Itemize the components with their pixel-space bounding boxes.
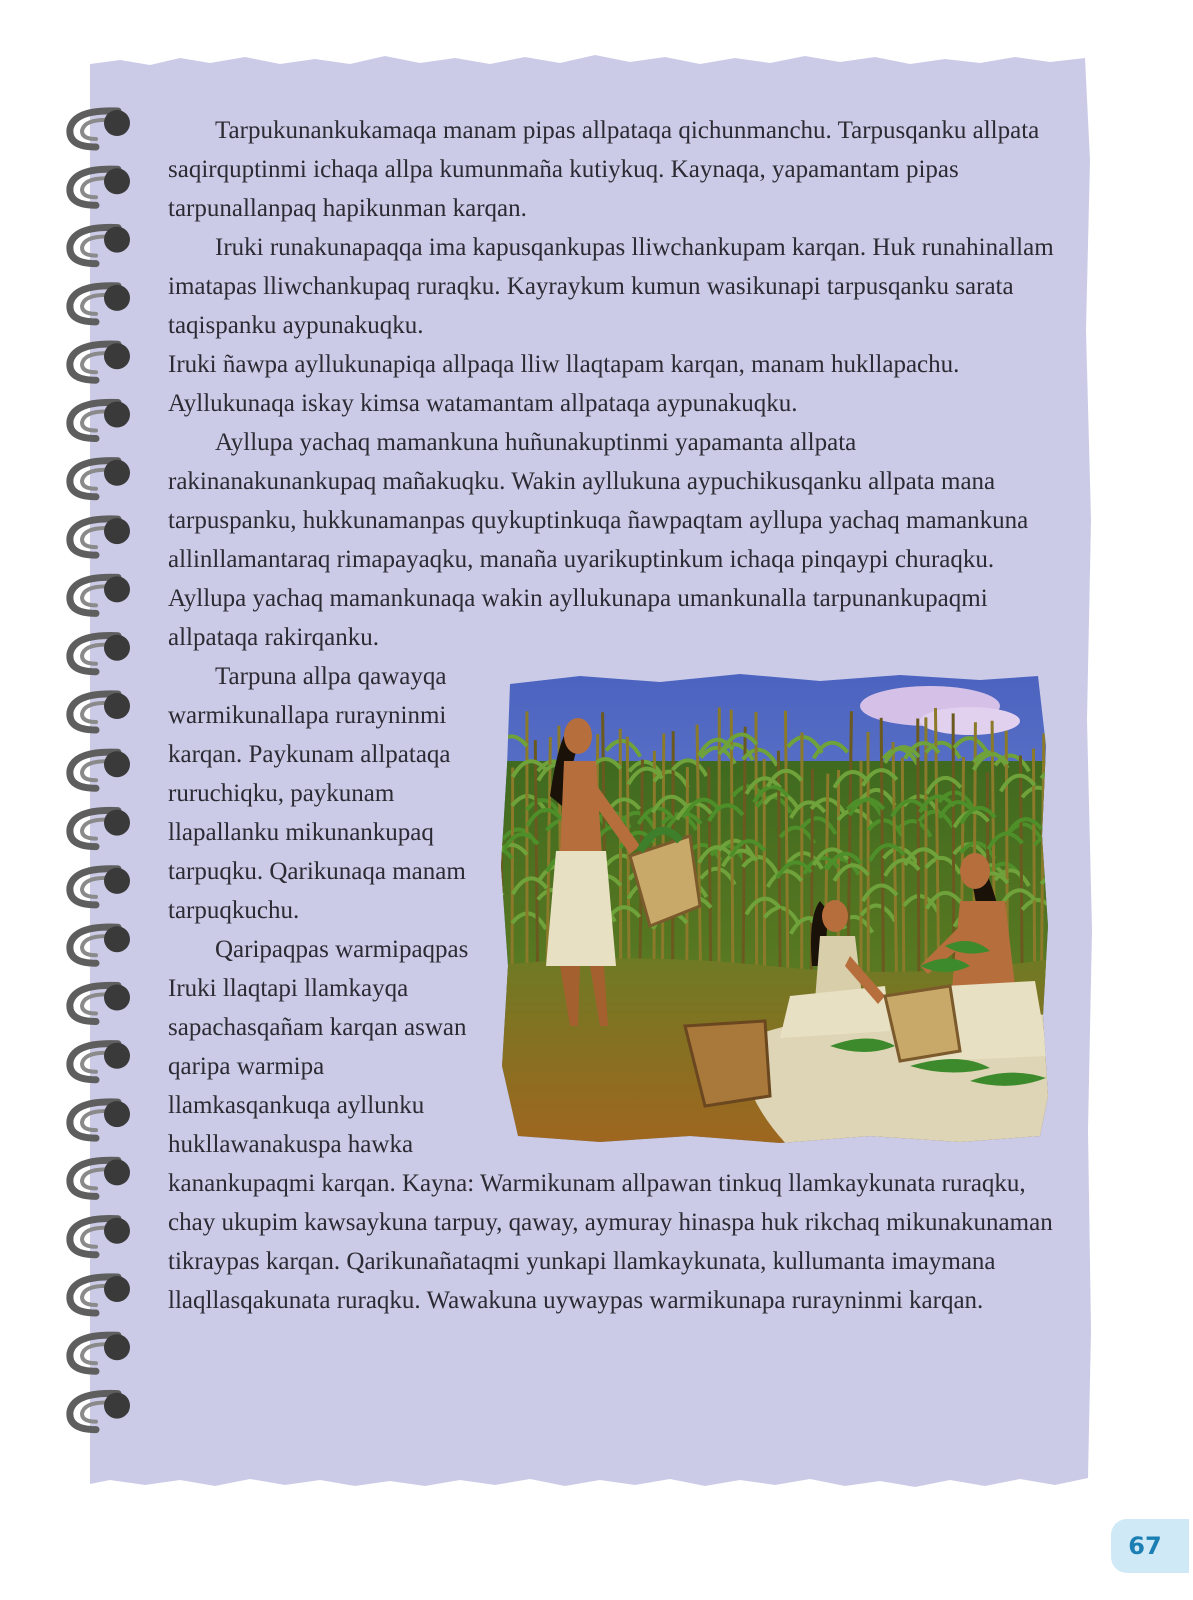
- maize-harvest-illustration: [490, 666, 1058, 1148]
- paragraph-5-text: Tarpuna allpa qawayqa warmikunallapa rurayninmi karqan. Paykunam allpataqa ruruchiqku, paykunam llapallanku mikunankupaq tarpuqku. Qarikunaqa manam tarpuqkuchu.: [168, 663, 466, 924]
- paragraph-6: Qaripaqpas warmipaqpas Iruki llaqtapi llamkayqa sapachasqañam karqan aswan qaripa warmipa llamkasqankuqa ayllunku hukllawanakuspa hawka kanankupaqmi karqan. Kayna: Warmikunam allpawan tinkuq llamkaykunata ruraqku, chay ukupim kawsaykuna tarpuy, qaway, aymuray hinaspa huk rikchaq mikunakunaman tikraypas karqan. Qarikunañataqmi yunkapi llamkaykunata, kullumanta imaymana llaqllasqakunata ruraqku. Wawakuna uywaypas warmikunapa rurayninmi karqan.: [168, 936, 1053, 1314]
- text-column: [168, 111, 1058, 1320]
- paragraph-3: Iruki ñawpa ayllukunapiqa allpaqa lliw llaqtapam karqan, manam hukllapachu. Ayllukunaqa iskay kimsa watamantam allpataqa aypunakuqku.: [168, 351, 960, 417]
- page-number: 67: [1128, 1532, 1162, 1560]
- paragraph-5: [168, 657, 1058, 930]
- paragraph-1: Tarpukunankukamaqa manam pipas allpataqa qichunmanchu. Tarpusqanku allpata saqirquptinmi ichaqa allpa kumunmaña kutiykuq. Kaynaqa, yapamantam pipas tarpunallanpaq hapikunman karqan.: [168, 117, 1040, 222]
- paragraph-2: Iruki runakunapaqqa ima kapusqankupas lliwchankupam karqan. Huk runahinallam imatapas lliwchankupaq ruraqku. Kayraykum kumun wasikunapi tarpusqanku sarata taqispanku aypunakuqku.: [168, 234, 1054, 339]
- paragraph-4: Ayllupa yachaq mamankuna huñunakuptinmi yapamanta allpata rakinanakunankupaq mañakuqku. Wakin ayllukuna aypuchikusqanku allpata mana tarpuspanku, hukkunamanpas quykuptinkuqa ñawpaqtam ayllupa yachaq mamankuna allinllamantaraq rimapayaqku, manaña uyarikuptinkum ichaqa pinqaypi churaqku. Ayllupa yachaq mamankunaqa wakin ayllukunapa umankunalla tarpunankupaqmi allpataqa rakirqanku.: [168, 429, 1029, 651]
- harvest-basket: [885, 986, 960, 1061]
- page-number-tab: [1111, 1519, 1189, 1573]
